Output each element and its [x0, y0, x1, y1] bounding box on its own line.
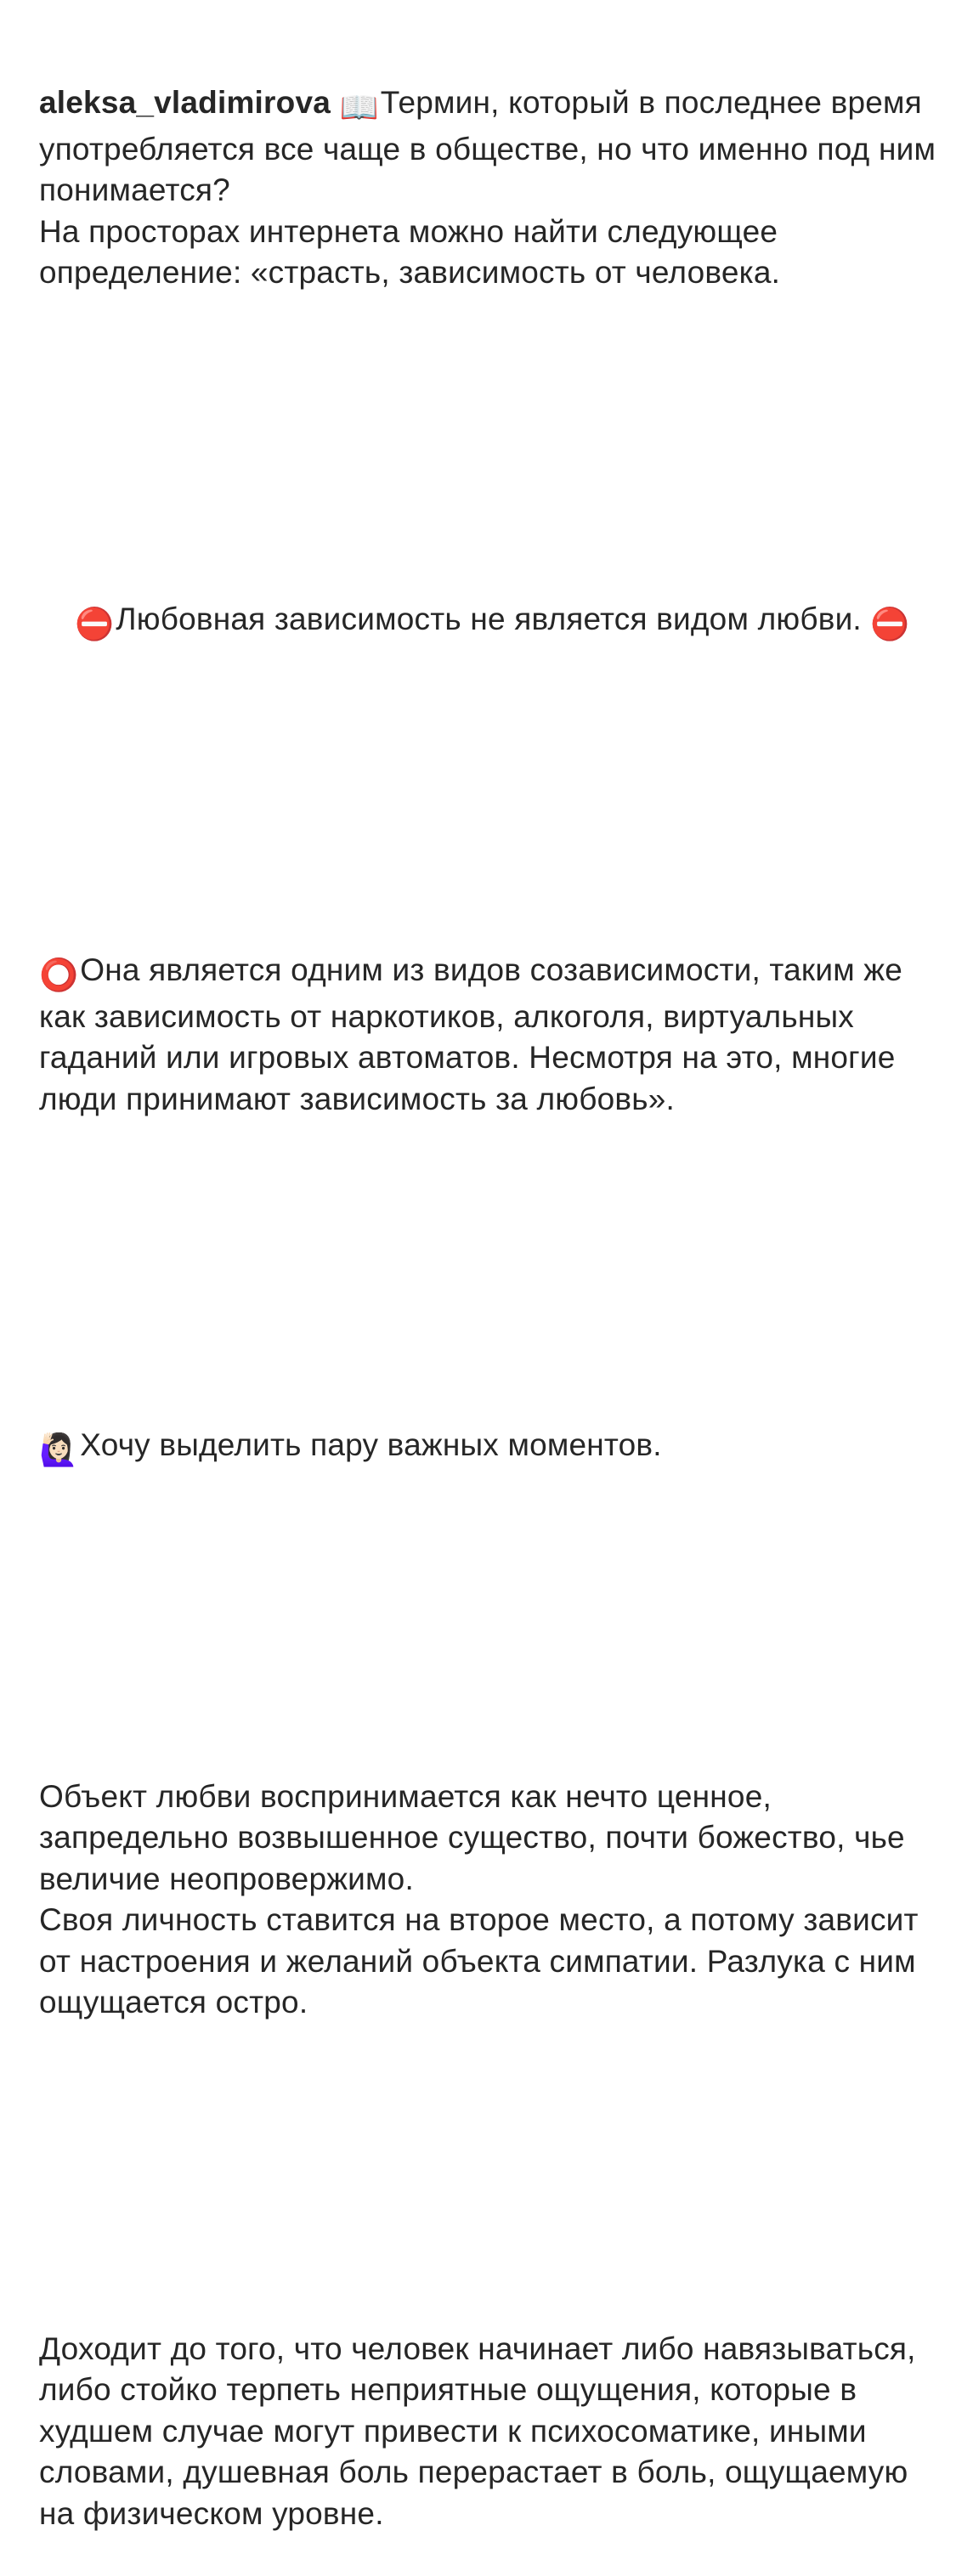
caption-paragraph-not-love: [39, 599, 940, 646]
woman-raising-hand-icon: 🙋🏻‍♀️: [39, 1432, 79, 1467]
no-entry-icon-end: ⛔: [870, 606, 910, 641]
caption-paragraph-highlight: [39, 1425, 940, 1472]
no-entry-icon: ⛔: [75, 606, 115, 641]
caption-text-highlight: Хочу выделить пару важных моментов.: [80, 1427, 662, 1462]
caption-paragraph-object-of-love: Объект любви воспринимается как нечто ценное, запредельно возвышенное существо, почти божество, чье величие неопровержимо. Своя личность ставится на второе место, а потому зависит от настроения и желаний объекта симпатии. Разлука с ним ощущается остро.: [39, 1778, 919, 2020]
username-link[interactable]: aleksa_vladimirova: [39, 85, 331, 120]
caption-paragraph-codependency: [39, 950, 940, 1120]
hollow-red-circle-icon: ⭕: [39, 958, 79, 992]
caption-text-intro: Термин, который в последнее время употребляется все чаще в обществе, но что именно под ним понимается? На просторах интернета можно найти следующее определение: «страсть, зависимость от человека.: [39, 85, 936, 290]
post-caption: [39, 0, 940, 2576]
caption-text-not-love: Любовная зависимость не является видом любви.: [116, 601, 862, 636]
open-book-icon: 📖: [339, 90, 379, 125]
caption-paragraph-psychosomatics: Доходит до того, что человек начинает либо навязываться, либо стойко терпеть неприятные ощущения, которые в худшем случае могут привести к психосоматике, иными словами, душевная боль перерастает в боль, ощущаемую на физическом уровне.: [39, 2330, 925, 2531]
caption-text-codependency: Она является одним из видов созависимости, таким же как зависимость от наркотиков, алкоголя, виртуальных гаданий или игровых автоматов. Несмотря на это, многие люди принимают зависимость за любовь».: [39, 952, 912, 1116]
caption-paragraph-intro: [39, 82, 940, 294]
